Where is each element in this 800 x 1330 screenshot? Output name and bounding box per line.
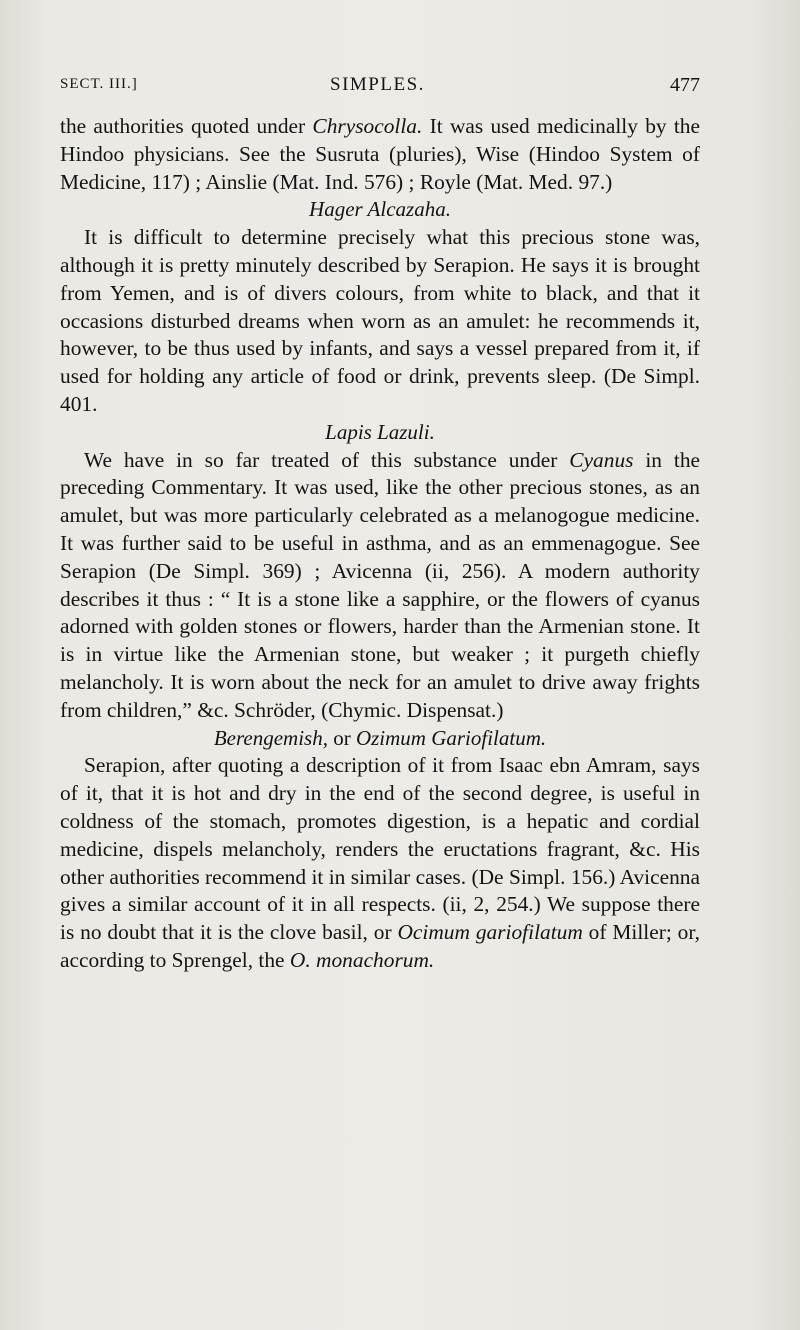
italic-term: Chrysocolla.	[312, 114, 423, 138]
text-run: We have in so far treated of this substance under	[84, 447, 570, 472]
paragraph-berengemish	[60, 752, 700, 974]
running-title: SIMPLES.	[330, 74, 425, 95]
section-heading-lapis-lazuli: Lapis Lazuli.	[325, 419, 435, 444]
heading-roman: or	[327, 725, 356, 750]
paragraph-hager-alcazaha: It is difficult to determine precisely what this precious stone was, although it is pretty minutely described by Serapion. He says it is brought from Yemen, and is of divers colours, from white to black, and that it occasions disturbed dreams when worn as an amulet: he recommends it, however, to be thus used by infants, and says a vessel prepared from it, if used for holding any article of food or drink, prevents sleep. (De Simpl. 401.	[60, 225, 700, 416]
heading-italic: Berengemish,	[213, 725, 328, 750]
page-body	[60, 113, 700, 975]
text-run: the authorities quoted under	[60, 114, 313, 138]
text-run: of Miller; or, according to Sprengel, the	[60, 920, 700, 972]
text-run: Serapion, after quoting a description of it from Isaac ebn Amram, says of it, that it is hot and dry in the end of the second degree, is useful in coldness of the stomach, promotes digestion, is a hepatic and cordial medicine, dispels melancholy, renders the eructations fragrant, &c. His other authorities recommend it in similar cases. (De Simpl. 156.) Avicenna gives a similar account of it in all respects. (ii, 2, 254.) We suppose there is no doubt that it is the clove basil, or	[60, 753, 700, 945]
section-label: SECT. III.]	[60, 76, 138, 92]
text-run: in the preceding Commentary. It was used, like the other precious stones, as an amulet, but was more particularly celebrated as a melanogogue medicine. It was further said to be useful in asthma, and as an emmenagogue. See Serapion (De Simpl. 369) ; Avicenna (ii, 256). A modern authority describes it thus : “ It is a stone like a sapphire, or the flowers of cyanus adorned with golden stones or flowers, harder than the Armenian stone. It is in virtue like the Armenian stone, but weaker ; it purgeth chiefly melancholy. It is worn about the neck for an amulet to drive away frights from children,” &c. Schröder, (Chymic. Dispensat.)	[60, 447, 701, 722]
page-number: 477	[670, 74, 700, 96]
italic-term: O. monachorum.	[289, 947, 435, 972]
section-heading-berengemish	[60, 725, 700, 753]
heading-italic: Ozimum Gariofilatum.	[355, 725, 547, 750]
paragraph-chrysocolla-continued	[60, 113, 700, 196]
running-header	[60, 70, 700, 106]
text-run: It was used medicinally by the Hindoo physicians. See the Susruta (pluries), Wise (Hindoo System of Medicine, 117) ; Ainslie (Mat. Ind. 576) ; Royle (Mat. Med. 97.)	[60, 114, 700, 194]
italic-term: Cyanus	[569, 447, 634, 472]
italic-term: Ocimum gariofilatum	[397, 920, 583, 945]
section-heading-hager-alcazaha: Hager Alcazaha.	[309, 197, 451, 222]
paragraph-lapis-lazuli	[60, 447, 700, 725]
